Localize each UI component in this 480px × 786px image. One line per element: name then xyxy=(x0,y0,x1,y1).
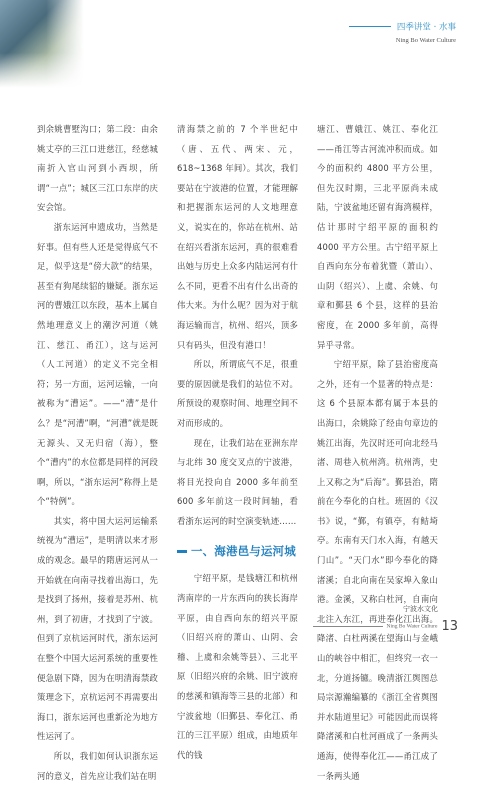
page-number: 13 xyxy=(441,619,458,634)
text-column-2 xyxy=(177,120,298,765)
paragraph: 浙东运河申遗成功，当然是好事。但有些人还是觉得底气不足，似乎这是“傍大款”的结果，甚至有狗尾续貂的嫌疑。浙东运河的曹娥江以东段，基本上属自然地理意义上的潮汐河道（姚江、慈江、甬江），这与运河（人工河道）的定义不完全相符；另一方面，运河运输，一向被称为“漕运”。——“漕”是什么？是“河漕”啊，“河漕”就是既无源头、又无归宿（海），整个“漕内”的水位都是同样的河段啊，所以，“浙东运河”称得上是个“特例”。 xyxy=(37,221,158,507)
paragraph: 所以，我们如何认识浙东运河的意义，首先应让我们站在明 xyxy=(37,751,158,781)
paragraph: 所以，所谓底气不足，很重要的原因就是我们的站位不对。所预设的观察时间、地理空间不对而形成的。 xyxy=(177,359,298,428)
section-heading xyxy=(177,543,298,559)
heading-bar xyxy=(177,550,187,553)
section-name: 四季讲堂 · 水事 xyxy=(396,22,456,33)
page-header xyxy=(349,16,456,44)
header-rule xyxy=(349,26,391,27)
paragraph: 清海禁之前的 7 个半世纪中（唐、五代、两宋、元，618~1368 年间）。其次，我们要站在宁波港的位置，才能理解和把握浙东运河的人文地理意义，说实在的，你站在杭州、站在绍兴看浙东运河，真的很难看出她与历史上众多内陆运河有什么不同，更看不出有什么出奇的伟大来。为什么呢？因为对于航海运输而言，杭州、绍兴，顶多只有码头，但没有港口！ xyxy=(177,124,298,350)
header-title-row xyxy=(349,16,456,35)
section-subtitle: Ning Bo Water Culture xyxy=(395,37,456,44)
text-column-1 xyxy=(37,120,158,786)
footer-rule xyxy=(313,626,383,627)
footer-brand: 宁波水文化 xyxy=(403,605,438,613)
paragraph: 到余姚曹墅沟口；第二段：由余姚丈亭的三江口进慈江，经慈城南折入官山河到小西坝，所谓“一点”；城区三江口东岸的庆安会馆。 xyxy=(37,124,158,213)
header-photo xyxy=(0,0,84,88)
paragraph: 其实，将中国大运河运输系统视为“漕运”，是明清以来才形成的观念。最早的隋唐运河从一开始就在向南寻找着出海口，先是找到了扬州，接着是苏州、杭州，到了初唐，才找到了宁波。但到了京杭运河时代，浙东运河在整个中国大运河系统的重要性便急剧下降，因为在明清海禁政策理念下，京杭运河不再需要出海口，浙东运河也重新沦为地方性运河了。 xyxy=(37,515,158,742)
paragraph: 塘江、曹娥江、姚江、奉化江——甬江等古河流冲积而成。如今的面积约 4800 平方公里，但先汉时期，三北平原尚未成陆，宁波盆地还留有海湾模样，估计那时宁绍平原的面积约 4000 平方公里。古宁绍平原上自西向东分布着犹暨（萧山）、山阴（绍兴）、上虞、余姚、句章和鄞县 6 个县，这样的县治密度，在 2000 多年前，高得异乎寻常。 xyxy=(317,124,438,350)
footer-row xyxy=(313,616,458,635)
text-column-3 xyxy=(317,120,438,786)
paragraph: 现在，让我们站在亚洲东岸与北纬 30 度交叉点的宁波港，将目光投向自 2000 多年前至 600 多年前这一段时间轴，看看浙东运河的时空演变轨迹…… xyxy=(177,437,298,526)
page-footer xyxy=(313,604,458,635)
paragraph: 宁绍平原，除了县治密度高之外，还有一个显著的特点是：这 6 个县原本都有属于本县的出海口，余姚除了经由句章边的姚江出海，先汉时还可向北经马渚、周巷入杭州湾。杭州湾，史上又称之为“后海”。鄞县治，隋前在今奉化的白杜。班固的《汉书》说，“鄞，有镇亭，有鲒埼亭。东南有天门水入海，有越天门山”。“天门水”即今奉化的降渚溪；自北向南在吴家埠入象山港。金溪，又称白杜河，自南向北注入东江，再进奉化江出海。降渚、白杜两溪在望海山与金峨山的峡谷中相汇，但终究一衣一北，分道扬镳。晚清浙江舆图总局宗源瀚编纂的《浙江全省舆图并水陆道里记》可能因此而误将降渚溪和白杜河画成了一条两头通海，使得奉化江——甬江成了一条两头通 xyxy=(317,359,438,781)
footer-subtitle: Ning Bo Water Culture xyxy=(386,623,438,630)
section-heading-text: 一、海港邑与运河城 xyxy=(191,544,296,559)
paragraph: 宁绍平原，是钱塘江和杭州湾南岸的一片东西向的狭长海岸平原，由自西向东的绍兴平原（旧绍兴府的萧山、山阴、会稽、上虞和余姚等县）、三北平原（旧绍兴府的余姚、旧宁波府的慈溪和镇海等三县的北部）和宁波盆地（旧鄞县、奉化江、甬江的三江平原）组成，由地质年代的钱 xyxy=(177,573,298,760)
